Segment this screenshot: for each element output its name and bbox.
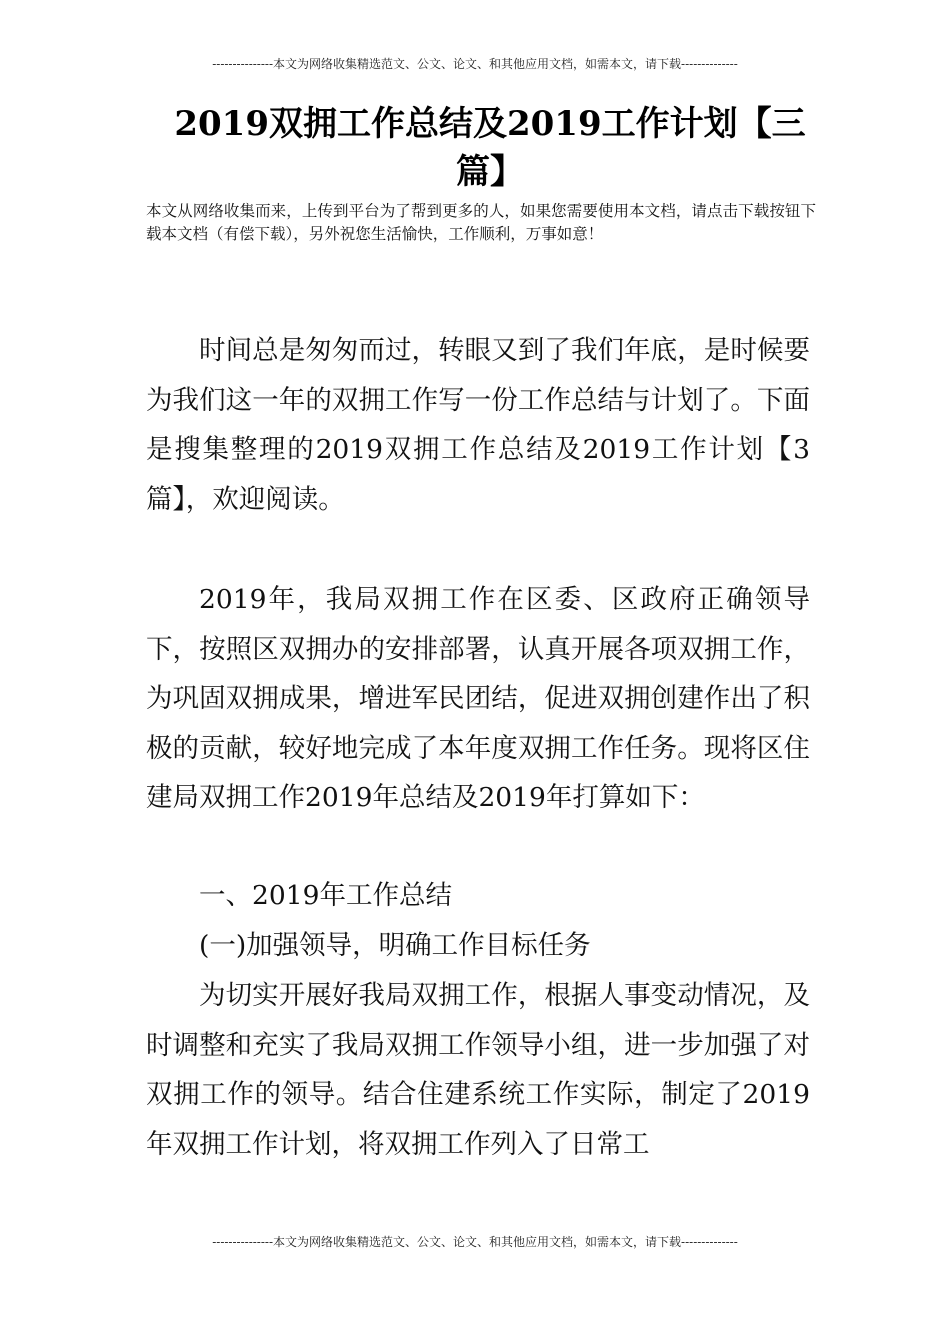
document-title: 2019双拥工作总结及2019工作计划【三篇】	[174, 104, 806, 192]
header-banner: ---------------本文为网络收集精选范文、公文、论文、和其他应用文档，如需本文，请下载--------------	[212, 57, 738, 71]
disclaimer-text: 本文从网络收集而来，上传到平台为了帮到更多的人，如果您需要使用本文档，请点击下载按钮下载本文档（有偿下载），另外祝您生活愉快，工作顺利，万事如意！	[146, 202, 816, 243]
section-heading: 一、2019年工作总结	[199, 880, 452, 911]
intro-paragraph: 时间总是匆匆而过，转眼又到了我们年底，是时候要为我们这一年的双拥工作写一份工作总结与计划了。下面是搜集整理的2019双拥工作总结及2019工作计划【3篇】，欢迎阅读。	[146, 335, 810, 515]
footer-banner: ---------------本文为网络收集精选范文、公文、论文、和其他应用文档，如需本文，请下载--------------	[212, 1235, 738, 1249]
subsection-heading: (一)加强领导，明确工作目标任务	[199, 930, 591, 961]
body-paragraph: 2019年，我局双拥工作在区委、区政府正确领导下，按照区双拥办的安排部署，认真开展各项双拥工作，为巩固双拥成果，增进军民团结，促进双拥创建作出了积极的贡献，较好地完成了本年度双拥工作任务。现将区住建局双拥工作2019年总结及2019年打算如下：	[146, 584, 810, 813]
body-paragraph: 为切实开展好我局双拥工作，根据人事变动情况，及时调整和充实了我局双拥工作领导小组，进一步加强了对双拥工作的领导。结合住建系统工作实际，制定了2019年双拥工作计划，将双拥工作列入了日常工	[146, 980, 810, 1160]
